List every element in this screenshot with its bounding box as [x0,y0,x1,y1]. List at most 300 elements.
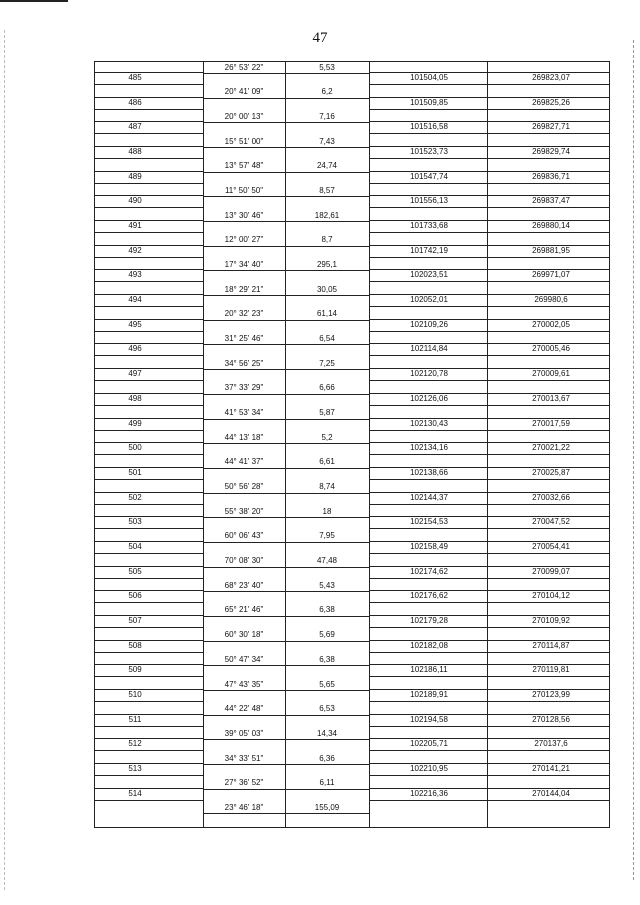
row-divider [285,715,369,716]
point-number: 502 [128,492,142,502]
point-y: 270054,41 [532,541,570,551]
point-number: 493 [128,270,142,280]
row-divider [487,158,610,159]
segment-length: 6,11 [319,778,335,788]
row-divider [203,122,285,123]
row-divider [203,690,285,691]
row-divider [369,750,487,751]
point-x: 102114,84 [410,344,448,354]
point-x: 101733,68 [410,221,448,231]
point-number: 505 [128,566,142,576]
segment-angle: 50° 47' 34" [224,654,264,664]
row-divider [369,232,487,233]
point-x: 102023,51 [410,270,448,280]
point-x: 102186,11 [410,665,448,675]
point-x: 102134,16 [410,443,448,453]
row-divider [203,98,285,99]
row-divider [203,295,285,296]
row-divider [95,232,203,233]
segment-length: 155,09 [314,802,340,812]
point-y: 270123,99 [532,690,570,699]
segment-angle: 17° 34' 40" [224,259,264,269]
point-y: 270032,66 [532,492,570,502]
row-divider [285,147,369,148]
row-divider [487,652,610,653]
row-divider [285,764,369,765]
row-divider [369,504,487,505]
row-divider [285,567,369,568]
segment-length: 182,61 [314,210,340,220]
segment-length: 6,38 [319,605,335,615]
row-divider [203,221,285,222]
row-divider [285,468,369,469]
point-number: 509 [128,665,142,675]
point-x: 102126,06 [410,393,448,403]
segment-angle: 20° 00' 13" [224,111,264,121]
point-number: 499 [128,418,142,428]
point-y: 269825,26 [532,97,570,107]
point-y: 270137,6 [534,739,568,749]
point-number: 491 [128,221,142,231]
row-divider [95,331,203,332]
row-divider [203,591,285,592]
row-divider [95,578,203,579]
row-divider [369,602,487,603]
row-divider [487,405,610,406]
segment-angle: 70° 08' 30" [224,556,264,566]
row-divider [95,627,203,628]
row-divider [285,246,369,247]
point-x: 102130,43 [410,418,448,428]
row-divider [487,232,610,233]
point-y: 270025,87 [532,467,570,477]
point-y: 269881,95 [532,245,570,255]
row-divider [95,109,203,110]
point-number: 501 [128,467,142,477]
point-number: 508 [128,640,142,650]
row-divider [369,281,487,282]
segment-angle: 12° 00' 27" [224,235,264,245]
row-divider [95,405,203,406]
point-x: 102144,37 [410,492,448,502]
row-divider [369,652,487,653]
row-divider [487,676,610,677]
row-divider [369,528,487,529]
segment-angle: 34° 56' 25" [224,358,264,368]
row-divider [487,257,610,258]
row-divider [369,109,487,110]
row-divider [285,270,369,271]
segment-angle: 13° 30' 46" [224,210,264,220]
row-divider [369,553,487,554]
row-divider [369,676,487,677]
segment-length: 6,38 [319,654,335,664]
point-x: 101547,74 [410,171,448,181]
segment-angle: 11° 50' 50" [224,185,264,195]
row-divider [487,183,610,184]
row-divider [95,380,203,381]
point-y: 270128,56 [532,714,570,724]
row-divider [203,789,285,790]
segment-length: 6,54 [319,333,335,343]
row-divider [369,479,487,480]
point-number: 511 [128,714,142,724]
row-divider [487,84,610,85]
row-divider [285,789,369,790]
row-divider [285,616,369,617]
segment-length: 6,36 [319,753,335,763]
row-divider [203,641,285,642]
segment-length: 14,34 [316,728,338,738]
point-number: 489 [128,171,142,181]
segment-length: 8,7 [321,235,333,245]
point-x: 102176,62 [410,591,448,601]
point-x: 102052,01 [410,295,448,305]
segment-length: 6,61 [319,457,335,467]
row-divider [369,84,487,85]
scan-corner-mark [0,0,68,2]
row-divider [95,355,203,356]
row-divider [285,73,369,74]
row-divider [369,701,487,702]
point-x: 102109,26 [410,319,448,329]
segment-length: 5,65 [319,679,335,689]
point-y: 269971,07 [532,270,570,280]
row-divider [203,567,285,568]
row-divider [369,306,487,307]
segment-angle: 26° 53' 22" [224,62,264,72]
point-x: 102154,53 [410,517,448,527]
point-number: 497 [128,369,142,379]
row-divider [203,320,285,321]
row-divider [203,616,285,617]
point-x: 101523,73 [410,147,448,157]
row-divider [369,454,487,455]
segment-length: 7,16 [319,111,335,121]
point-number: 485 [128,73,142,82]
row-divider [95,504,203,505]
segment-length: 5,2 [321,432,333,442]
point-x: 101509,85 [410,97,448,107]
row-divider [203,172,285,173]
row-divider [203,665,285,666]
segment-length: 61,14 [316,309,338,319]
row-divider [285,665,369,666]
segment-angle: 23° 46' 18" [224,802,264,812]
row-divider [369,355,487,356]
point-number: 512 [128,739,142,749]
row-divider [203,344,285,345]
point-x: 101516,58 [410,122,448,132]
row-divider [95,306,203,307]
row-divider [203,419,285,420]
row-divider [285,221,369,222]
point-number: 487 [128,122,142,132]
segment-length: 8,74 [319,482,335,492]
segment-angle: 37° 33' 29" [224,383,264,393]
row-divider [285,813,369,814]
row-divider [95,726,203,727]
segment-length: 5,53 [319,62,335,72]
row-divider [487,528,610,529]
column-divider [487,62,488,827]
segment-angle: 55° 38' 20" [224,506,264,516]
scan-edge-left [4,30,5,890]
segment-length: 8,57 [319,185,335,195]
segment-angle: 47° 43' 35" [224,679,264,689]
row-divider [285,369,369,370]
row-divider [369,257,487,258]
row-divider [487,479,610,480]
segment-length: 7,25 [319,358,335,368]
row-divider [369,726,487,727]
row-divider [285,739,369,740]
row-divider [285,493,369,494]
row-divider [203,246,285,247]
segment-angle: 13° 57' 48" [224,161,264,171]
row-divider [487,701,610,702]
row-divider [487,207,610,208]
point-x: 102194,58 [410,714,448,724]
row-divider [487,133,610,134]
row-divider [203,493,285,494]
row-divider [95,281,203,282]
segment-angle: 15° 51' 00" [224,136,264,146]
segment-length: 6,2 [321,87,333,97]
row-divider [369,627,487,628]
segment-angle: 18° 29' 21" [224,284,264,294]
row-divider [95,479,203,480]
segment-length: 7,95 [319,531,335,541]
row-divider [369,578,487,579]
row-divider [487,602,610,603]
row-divider [285,344,369,345]
point-y: 270017,59 [532,418,570,428]
row-divider [95,257,203,258]
point-y: 270144,04 [532,788,570,798]
row-divider [369,133,487,134]
point-y: 270114,87 [532,640,570,650]
row-divider [369,207,487,208]
segment-angle: 20° 41' 09" [224,87,264,97]
row-divider [203,147,285,148]
segment-length: 18 [322,506,332,516]
point-number: 504 [128,541,142,551]
point-number: 490 [128,196,142,206]
point-number: 486 [128,97,142,107]
point-number: 513 [128,764,142,774]
row-divider [487,454,610,455]
row-divider [369,183,487,184]
point-y: 269980,6 [534,295,568,305]
point-x: 102210,95 [410,764,448,774]
point-x: 102205,71 [410,739,448,749]
row-divider [95,602,203,603]
segment-angle: 65° 21' 46" [224,605,264,615]
row-divider [369,380,487,381]
row-divider [285,98,369,99]
point-x: 102189,91 [410,690,448,699]
row-divider [487,750,610,751]
row-divider [95,775,203,776]
segment-angle: 20° 32' 23" [224,309,264,319]
row-divider [95,84,203,85]
point-number: 503 [128,517,142,527]
column-divider [369,62,370,827]
row-divider [95,158,203,159]
point-y: 270002,05 [532,319,570,329]
segment-length: 6,66 [319,383,335,393]
row-divider [369,775,487,776]
point-number: 514 [128,788,142,798]
row-divider [203,73,285,74]
segment-length: 7,43 [319,136,335,146]
row-divider [285,295,369,296]
point-y: 269823,07 [532,73,570,82]
point-x: 102158,49 [410,541,448,551]
point-x: 101504,05 [410,73,448,82]
segment-angle: 31° 25' 46" [224,333,264,343]
row-divider [95,207,203,208]
segment-angle: 60° 30' 18" [224,630,264,640]
point-y: 269836,71 [532,171,570,181]
point-x: 102120,78 [410,369,448,379]
segment-angle: 50° 56' 28" [224,482,264,492]
row-divider [203,739,285,740]
row-divider [95,133,203,134]
row-divider [285,419,369,420]
row-divider [95,430,203,431]
row-divider [487,726,610,727]
row-divider [369,430,487,431]
segment-angle: 44° 22' 48" [224,704,264,714]
segment-length: 5,69 [319,630,335,640]
row-divider [203,517,285,518]
row-divider [285,641,369,642]
row-divider [487,800,610,801]
point-x: 102182,08 [410,640,448,650]
row-divider [95,553,203,554]
row-divider [95,800,203,801]
row-divider [203,468,285,469]
row-divider [285,517,369,518]
point-y: 270005,46 [532,344,570,354]
point-number: 506 [128,591,142,601]
point-y: 270047,52 [532,517,570,527]
segment-length: 47,48 [316,556,338,566]
segment-length: 295,1 [316,259,338,269]
row-divider [285,196,369,197]
row-divider [203,715,285,716]
point-number: 492 [128,245,142,255]
row-divider [203,196,285,197]
row-divider [285,690,369,691]
point-y: 269880,14 [532,221,570,231]
point-number: 507 [128,615,142,625]
segment-length: 5,87 [319,408,335,418]
row-divider [369,800,487,801]
point-y: 270021,22 [532,443,570,453]
point-y: 269837,47 [532,196,570,206]
row-divider [487,331,610,332]
row-divider [203,394,285,395]
point-y: 270099,07 [532,566,570,576]
row-divider [487,578,610,579]
segment-angle: 41° 53' 34" [224,408,264,418]
segment-length: 6,53 [319,704,335,714]
row-divider [285,122,369,123]
point-y: 270104,12 [532,591,570,601]
row-divider [487,627,610,628]
point-number: 498 [128,393,142,403]
point-y: 270009,61 [532,369,570,379]
point-x: 102179,28 [410,615,448,625]
row-divider [95,676,203,677]
row-divider [285,542,369,543]
row-divider [203,369,285,370]
row-divider [95,528,203,529]
segment-angle: 27° 36' 52" [224,778,264,788]
segment-angle: 60° 06' 43" [224,531,264,541]
point-x: 101556,13 [410,196,448,206]
row-divider [95,652,203,653]
point-number: 494 [128,295,142,305]
segment-angle: 44° 13' 18" [224,432,264,442]
point-number: 510 [128,690,142,699]
page-number: 47 [312,30,328,46]
segment-length: 24,74 [316,161,338,171]
row-divider [203,764,285,765]
row-divider [203,443,285,444]
point-y: 270013,67 [532,393,570,403]
row-divider [487,380,610,381]
row-divider [203,542,285,543]
row-divider [487,355,610,356]
row-divider [95,183,203,184]
row-divider [487,306,610,307]
segment-length: 30,05 [316,284,338,294]
segment-angle: 34° 33' 51" [224,753,264,763]
row-divider [203,813,285,814]
point-number: 500 [128,443,142,453]
point-x: 102174,62 [410,566,448,576]
row-divider [95,701,203,702]
row-divider [487,109,610,110]
row-divider [285,591,369,592]
segment-length: 5,43 [319,580,335,590]
point-x: 101742,19 [410,245,448,255]
row-divider [95,454,203,455]
point-y: 270141,21 [532,764,570,774]
row-divider [95,750,203,751]
row-divider [369,158,487,159]
row-divider [285,443,369,444]
point-y: 269829,74 [532,147,570,157]
segment-angle: 39° 05' 03" [224,728,264,738]
row-divider [487,430,610,431]
point-x: 102216,36 [410,788,448,798]
segment-angle: 68° 23' 40" [224,580,264,590]
row-divider [487,281,610,282]
scan-edge-right [633,40,634,880]
row-divider [487,553,610,554]
point-y: 270109,92 [532,615,570,625]
row-divider [203,270,285,271]
row-divider [285,394,369,395]
point-number: 495 [128,319,142,329]
point-number: 496 [128,344,142,354]
point-y: 269827,71 [532,122,570,132]
